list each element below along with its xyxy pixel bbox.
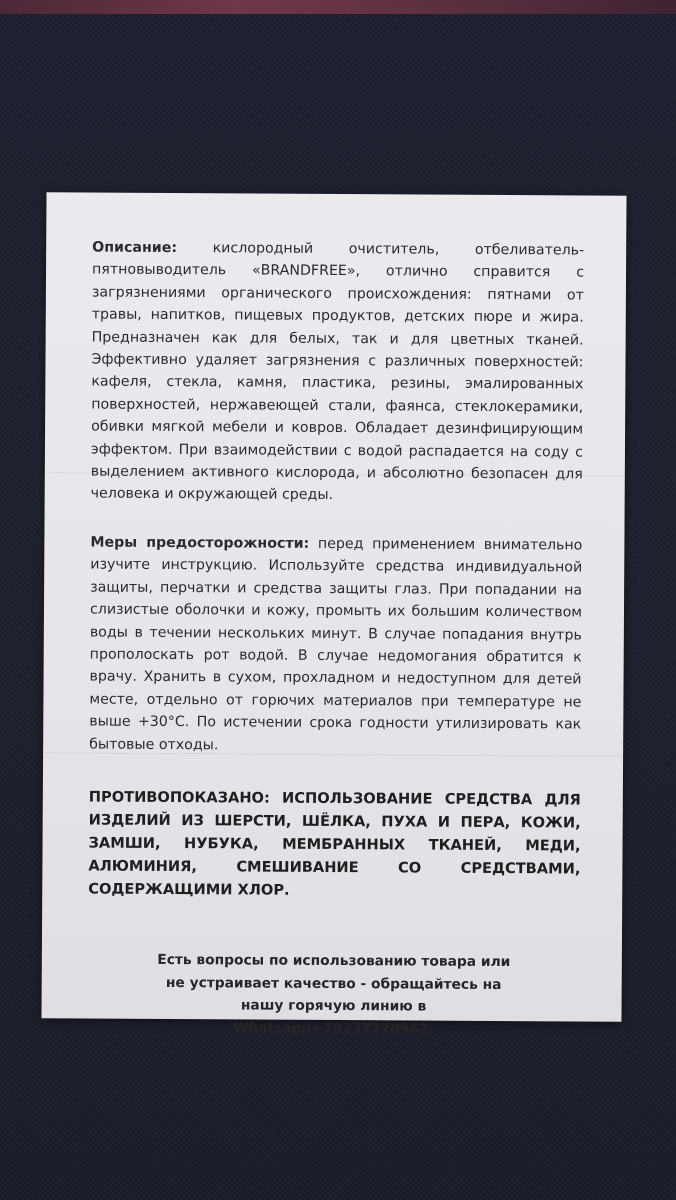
description-section	[91, 237, 585, 509]
leaflet-content	[87, 237, 584, 1056]
precautions-label: Меры предосторожности:	[90, 534, 310, 552]
precautions-text: перед применением внимательно изучите инструкцию. Используйте средства индивидуальной защиты, перчатки и средства защиты глаз. При попадании на слизистые оболочки и кожу, промыть их большим количеством воды в течении нескольких минут. В случае попадания внутрь прополоскать рот водой. В случае недомогания обратится к врачу. Хранить в сухом, прохладном и недоступном для детей месте, отдельно от горючих материалов при температуре не выше +30°С. По истечении срока годности утилизировать как бытовые отходы.	[89, 535, 583, 753]
description-label: Описание:	[92, 239, 178, 257]
precautions-section	[89, 531, 582, 758]
contact-info: Есть вопросы по использованию товара или не устраивает качество - обращайтесь на нашу горячую линию в Whatsapp+79237270962.	[157, 951, 511, 1038]
description-text: кислородный очиститель, отбеливатель-пятновыводитель «BRANDFREE», отлично справится с загрязнениями органического происхождения: пятнами от травы, напитков, пищевых продуктов, детских пюре и жира. Предназначен как для белых, так и для цветных тканей. Эффективно удаляет загрязнения с различных поверхностей: кафеля, стекла, камня, пластика, резины, эмалированных поверхностей, нержавеющей стали, фаянса, стеклокерамики, обивки мягкой мебели и ковров. Обладает дезинфицирующим эффектом. При взаимодействии с водой распадается на соду с выделением активного кислорода, и абсолютно безопасен для человека и окружающей среды.	[90, 240, 585, 504]
instruction-leaflet	[41, 192, 626, 1038]
background-fabric-strip	[0, 0, 676, 14]
contraindications-section: ПРОТИВОПОКАЗАНО: ИСПОЛЬЗОВАНИЕ СРЕДСТВА ДЛЯ ИЗДЕЛИЙ ИЗ ШЕРСТИ, ШЁЛКА, ПУХА И ПЕРА, КОЖИ, ЗАМШИ, НУБУКА, МЕМБРАННЫХ ТКАНЕЙ, МЕДИ, АЛЮМИНИЯ, СМЕШИВАНИЕ СО СРЕДСТВАМИ, СОДЕРЖАЩИМИ ХЛОР.	[88, 788, 581, 899]
